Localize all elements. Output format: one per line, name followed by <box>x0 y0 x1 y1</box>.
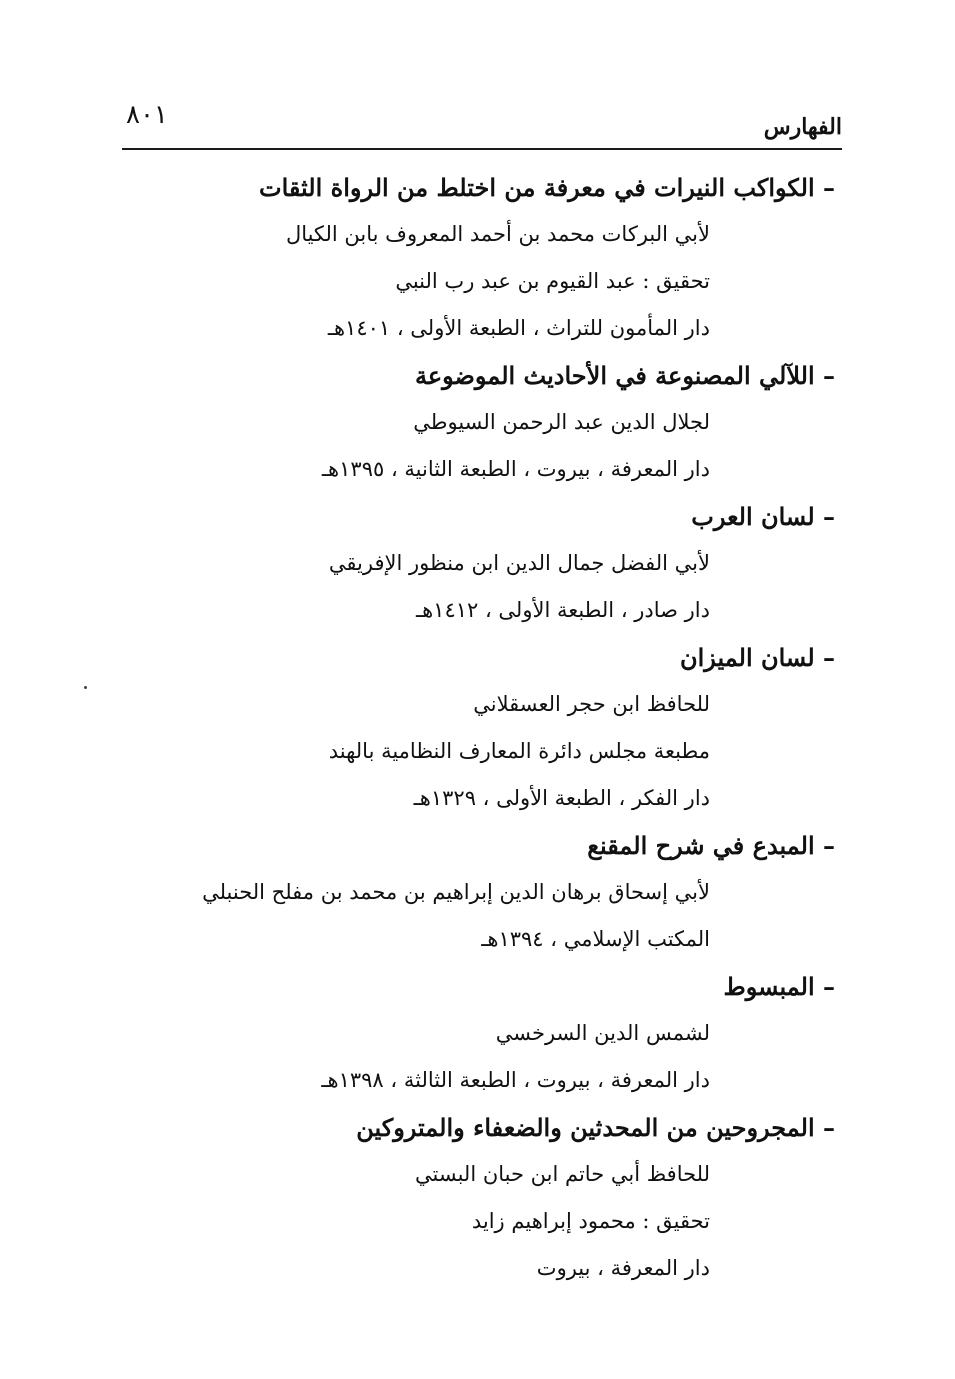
entry-detail-line: دار الفكر ، الطبعة الأولى ، ١٣٢٩هـ <box>413 786 710 810</box>
entry-detail-line: تحقيق : عبد القيوم بن عبد رب النبي <box>395 269 710 293</box>
bibliography-entry <box>115 634 835 822</box>
page-number: ٨٠١ <box>126 100 168 130</box>
entry-detail-line: تحقيق : محمود إبراهيم زايد <box>471 1209 710 1233</box>
entry-title: – المجروحين من المحدثين والضعفاء والمتروكين <box>356 1113 835 1142</box>
entry-title: – الكواكب النيرات في معرفة من اختلط من الرواة الثقات <box>259 173 835 202</box>
entry-title: – المبدع في شرح المقنع <box>587 831 835 860</box>
entry-title: – لسان العرب <box>691 502 835 531</box>
page-header <box>122 100 842 150</box>
bibliography-entry <box>115 963 835 1104</box>
bibliography-entry <box>115 164 835 352</box>
scan-speck <box>84 686 87 689</box>
bibliography-entry <box>115 822 835 963</box>
entry-detail-line: المكتب الإسلامي ، ١٣٩٤هـ <box>481 927 710 951</box>
entry-detail-line: للحافظ ابن حجر العسقلاني <box>473 692 710 716</box>
entry-detail-line: للحافظ أبي حاتم ابن حبان البستي <box>415 1162 710 1186</box>
entry-detail-line: دار المعرفة ، بيروت <box>536 1256 710 1280</box>
entry-title: – اللآلي المصنوعة في الأحاديث الموضوعة <box>414 361 835 390</box>
entry-detail-line: دار المعرفة ، بيروت ، الطبعة الثالثة ، ١٣٩٨هـ <box>321 1068 710 1092</box>
entry-detail-line: دار صادر ، الطبعة الأولى ، ١٤١٢هـ <box>415 598 710 622</box>
entry-detail-line: لأبي الفضل جمال الدين ابن منظور الإفريقي <box>328 551 710 575</box>
bibliography-entry <box>115 352 835 493</box>
entry-detail-line: مطبعة مجلس دائرة المعارف النظامية بالهند <box>328 739 710 763</box>
entry-detail-line: لشمس الدين السرخسي <box>495 1021 710 1045</box>
entry-detail-line: دار المعرفة ، بيروت ، الطبعة الثانية ، ١٣٩٥هـ <box>321 457 710 481</box>
entry-title: – المبسوط <box>723 972 835 1001</box>
bibliography-entry <box>115 1104 835 1292</box>
entry-title: – لسان الميزان <box>679 643 835 672</box>
bibliography-list <box>115 164 835 1292</box>
entry-detail-line: لأبي إسحاق برهان الدين إبراهيم بن محمد بن مفلح الحنبلي <box>202 880 710 904</box>
section-title: الفهارس <box>763 114 842 140</box>
entry-detail-line: دار المأمون للتراث ، الطبعة الأولى ، ١٤٠١هـ <box>327 316 710 340</box>
entry-detail-line: لأبي البركات محمد بن أحمد المعروف بابن الكيال <box>285 222 710 246</box>
bibliography-entry <box>115 493 835 634</box>
entry-detail-line: لجلال الدين عبد الرحمن السيوطي <box>413 410 710 434</box>
